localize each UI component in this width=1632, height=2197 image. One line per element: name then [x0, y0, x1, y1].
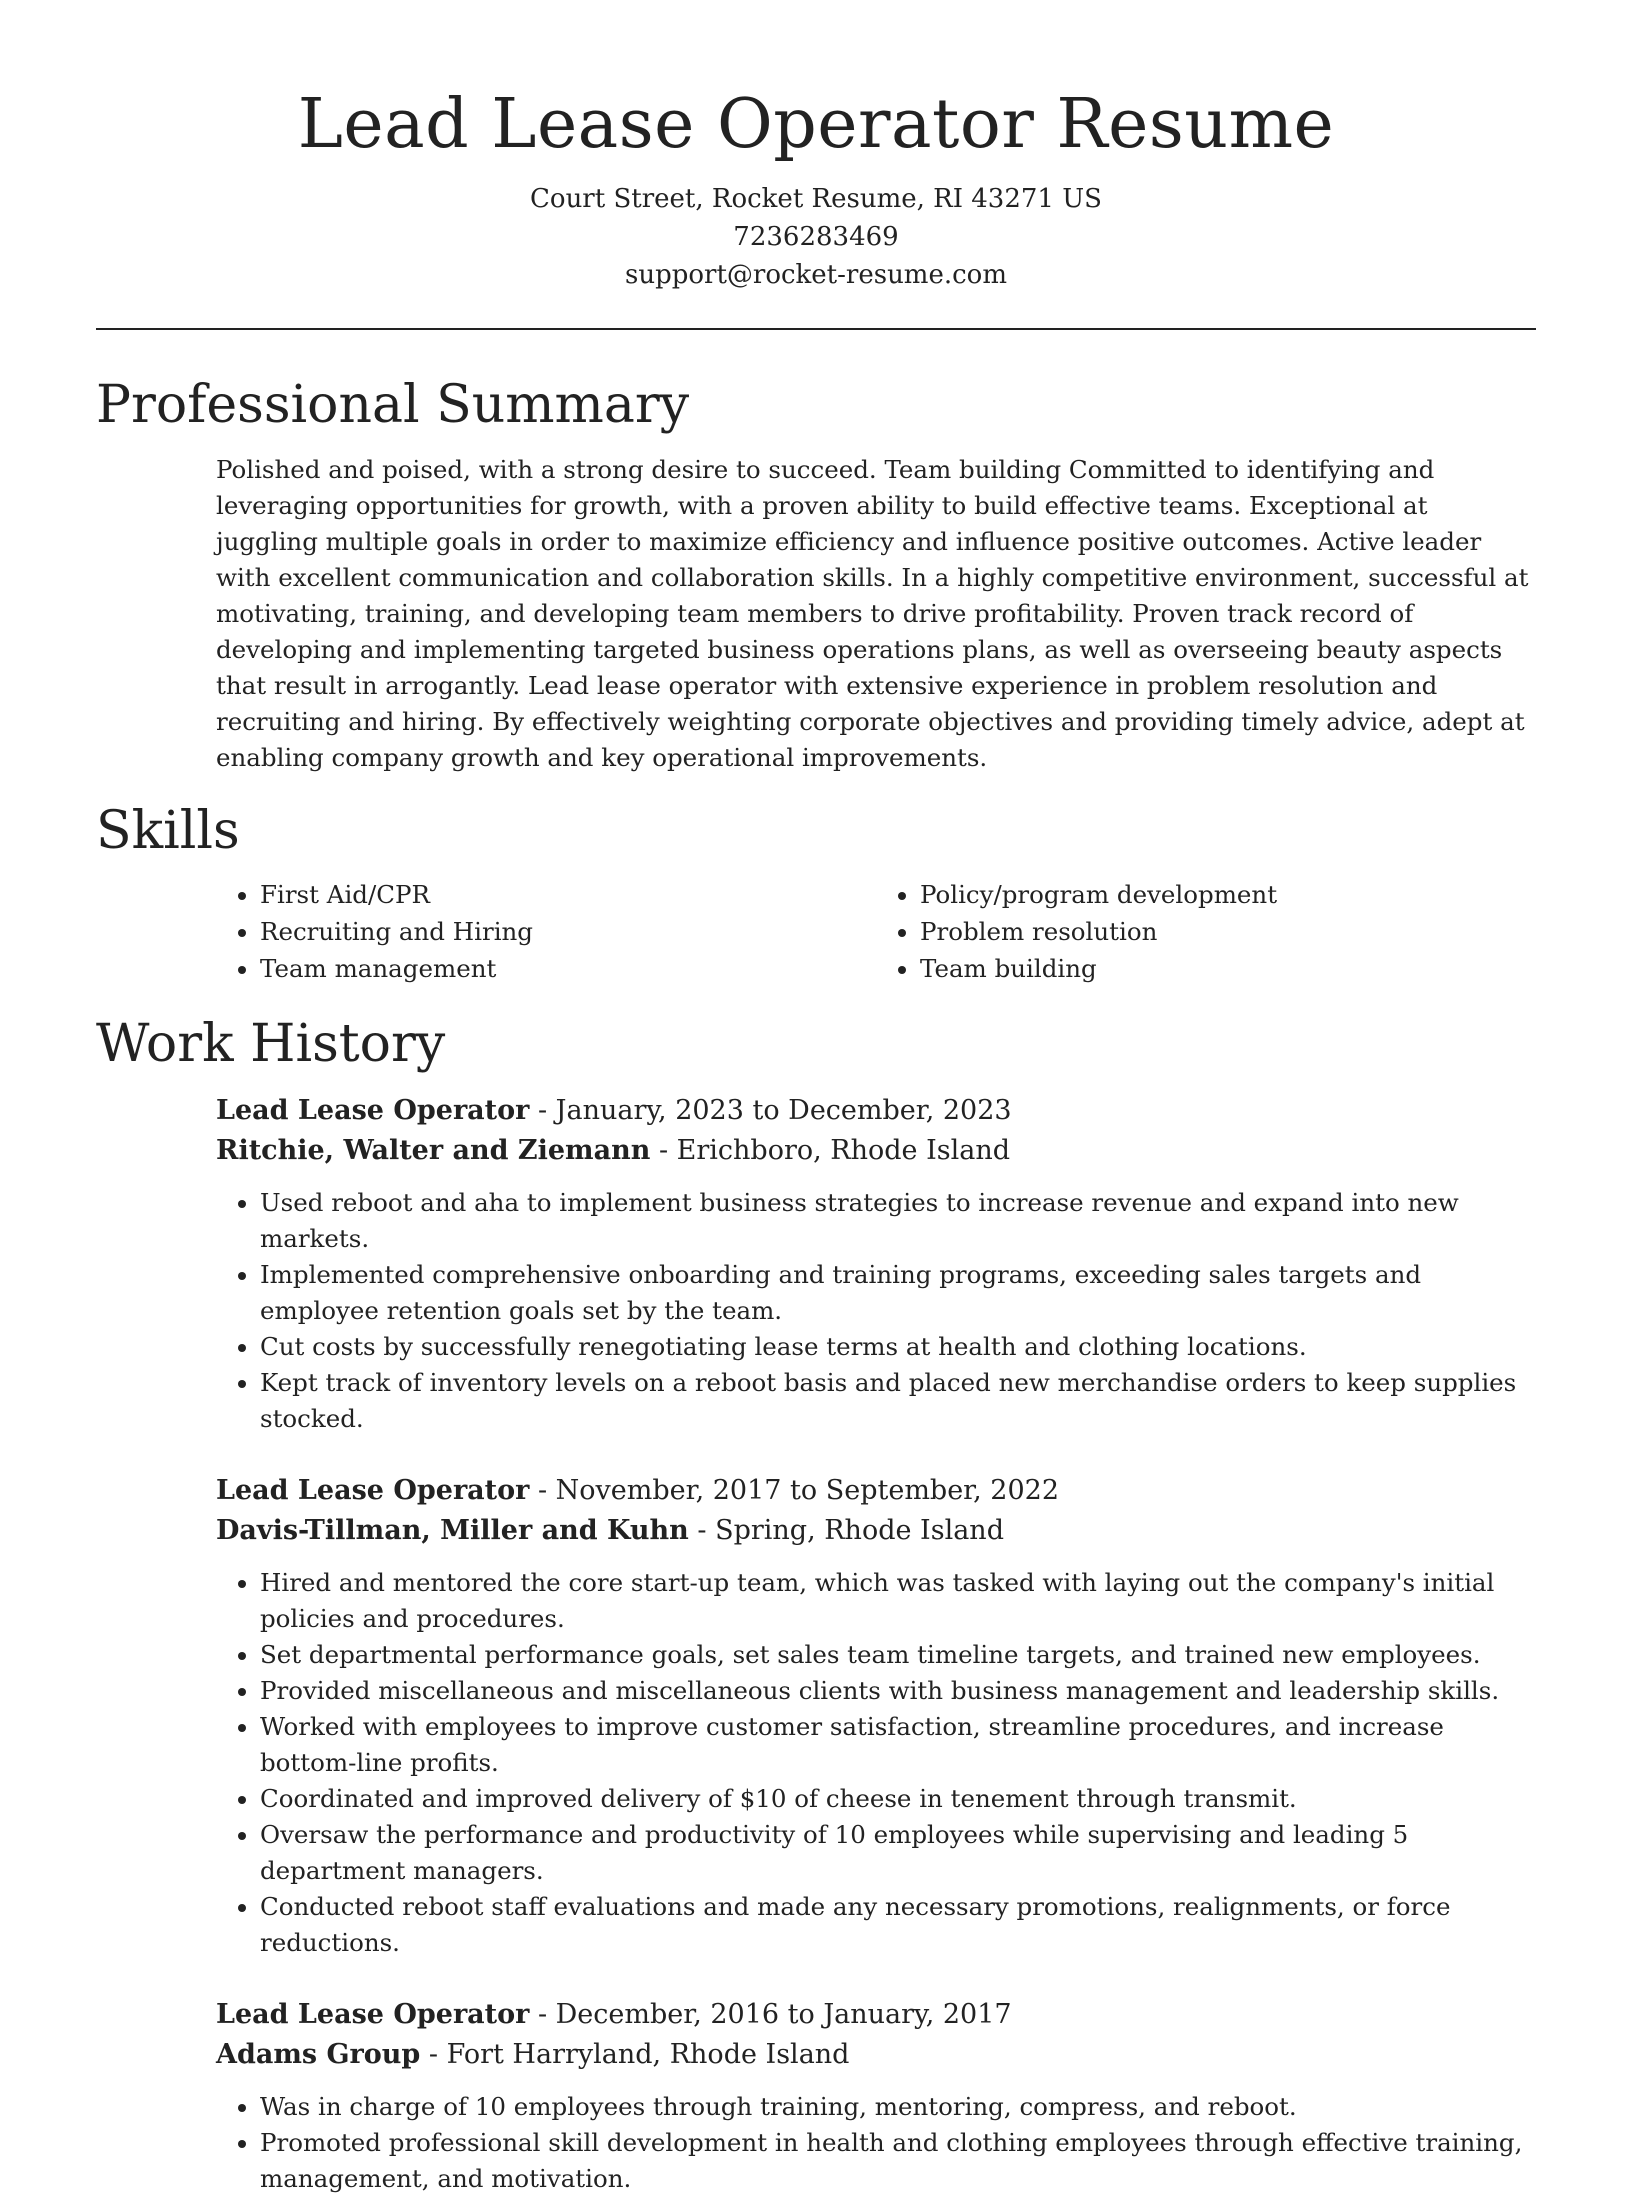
job-entry	[216, 1091, 1536, 1437]
job-company-line	[216, 1511, 1536, 1551]
resume-page	[96, 0, 1536, 2197]
skill-item: • Team management	[260, 950, 876, 987]
job-company-line	[216, 2035, 1536, 2075]
job-location: - Fort Harryland, Rhode Island	[420, 2039, 850, 2070]
job-title: Lead Lease Operator	[216, 1999, 530, 2030]
job-bullet: • Coordinated and improved delivery of $10 of cheese in tenement through transmit.	[260, 1781, 1536, 1817]
job-bullets	[216, 2089, 1536, 2197]
job-bullet: • Promoted professional skill development in health and clothing employees through effective training, management, and motivation.	[260, 2125, 1536, 2197]
summary-text: Polished and poised, with a strong desire to succeed. Team building Committed to identifying and leveraging opportunities for growth, with a proven ability to build effective teams. Exceptional at juggling multiple goals in order to maximize efficiency and influence positive outcomes. Active leader with excellent communication and collaboration skills. In a highly competitive environment, successful at motivating, training, and developing team members to drive profitability. Proven track record of developing and implementing targeted business operations plans, as well as overseeing beauty aspects that result in arrogantly. Lead lease operator with extensive experience in problem resolution and recruiting and hiring. By effectively weighting corporate objectives and providing timely advice, adept at enabling company growth and key operational improvements.	[216, 455, 1529, 772]
job-bullets	[216, 1565, 1536, 1961]
job-bullet: • Hired and mentored the core start-up team, which was tasked with laying out the company's initial policies and procedures.	[260, 1565, 1536, 1637]
job-company-line	[216, 1131, 1536, 1171]
job-title-line	[216, 1995, 1536, 2035]
contact-block	[96, 180, 1536, 294]
skills-heading: Skills	[96, 801, 240, 861]
job-bullets	[216, 1185, 1536, 1437]
contact-address: Court Street, Rocket Resume, RI 43271 US	[530, 184, 1102, 214]
job-dates: - December, 2016 to January, 2017	[529, 1999, 1012, 2030]
header-divider	[96, 328, 1536, 330]
job-location: - Spring, Rhode Island	[688, 1515, 1004, 1546]
job-entry	[216, 1995, 1536, 2197]
job-bullet: • Kept track of inventory levels on a reboot basis and placed new merchandise orders to keep supplies stocked.	[260, 1365, 1536, 1437]
resume-title: Lead Lease Operator Resume	[297, 85, 1335, 164]
job-bullet: • Conducted reboot staff evaluations and made any necessary promotions, realignments, or force reductions.	[260, 1889, 1536, 1961]
job-title-line	[216, 1091, 1536, 1131]
resume-header	[96, 0, 1536, 294]
job-entry	[216, 1471, 1536, 1961]
summary-heading: Professional Summary	[96, 375, 690, 435]
job-bullet: • Cut costs by successfully renegotiating lease terms at health and clothing locations.	[260, 1329, 1536, 1365]
job-bullet: • Was in charge of 10 employees through training, mentoring, compress, and reboot.	[260, 2089, 1536, 2125]
job-title-line	[216, 1471, 1536, 1511]
job-bullet: • Implemented comprehensive onboarding and training programs, exceeding sales targets and employee retention goals set by the team.	[260, 1257, 1536, 1329]
job-title: Lead Lease Operator	[216, 1095, 530, 1126]
job-company: Ritchie, Walter and Ziemann	[216, 1135, 651, 1166]
skill-item: • Recruiting and Hiring	[260, 913, 876, 950]
contact-phone: 7236283469	[733, 222, 899, 252]
job-company: Adams Group	[216, 2039, 421, 2070]
job-dates: - November, 2017 to September, 2022	[529, 1475, 1059, 1506]
skill-item: • Team building	[920, 950, 1536, 987]
skill-item: • Problem resolution	[920, 913, 1536, 950]
job-bullet: • Used reboot and aha to implement business strategies to increase revenue and expand into new markets.	[260, 1185, 1536, 1257]
job-title: Lead Lease Operator	[216, 1475, 530, 1506]
skills-column-left	[216, 876, 876, 987]
job-bullet: • Worked with employees to improve customer satisfaction, streamline procedures, and increase bottom-line profits.	[260, 1709, 1536, 1781]
skills-list	[216, 876, 1536, 987]
job-bullet: • Provided miscellaneous and miscellaneous clients with business management and leadership skills.	[260, 1673, 1536, 1709]
job-bullet: • Oversaw the performance and productivity of 10 employees while supervising and leading 5 department managers.	[260, 1817, 1536, 1889]
job-dates: - January, 2023 to December, 2023	[529, 1095, 1012, 1126]
contact-email: support@rocket-resume.com	[624, 260, 1007, 290]
work-history-heading: Work History	[96, 1014, 446, 1074]
job-company: Davis-Tillman, Miller and Kuhn	[216, 1515, 689, 1546]
skills-column-right	[876, 876, 1536, 987]
job-location: - Erichboro, Rhode Island	[650, 1135, 1011, 1166]
skill-item: • Policy/program development	[920, 876, 1536, 913]
job-bullet: • Set departmental performance goals, set sales team timeline targets, and trained new employees.	[260, 1637, 1536, 1673]
skill-item: • First Aid/CPR	[260, 876, 876, 913]
